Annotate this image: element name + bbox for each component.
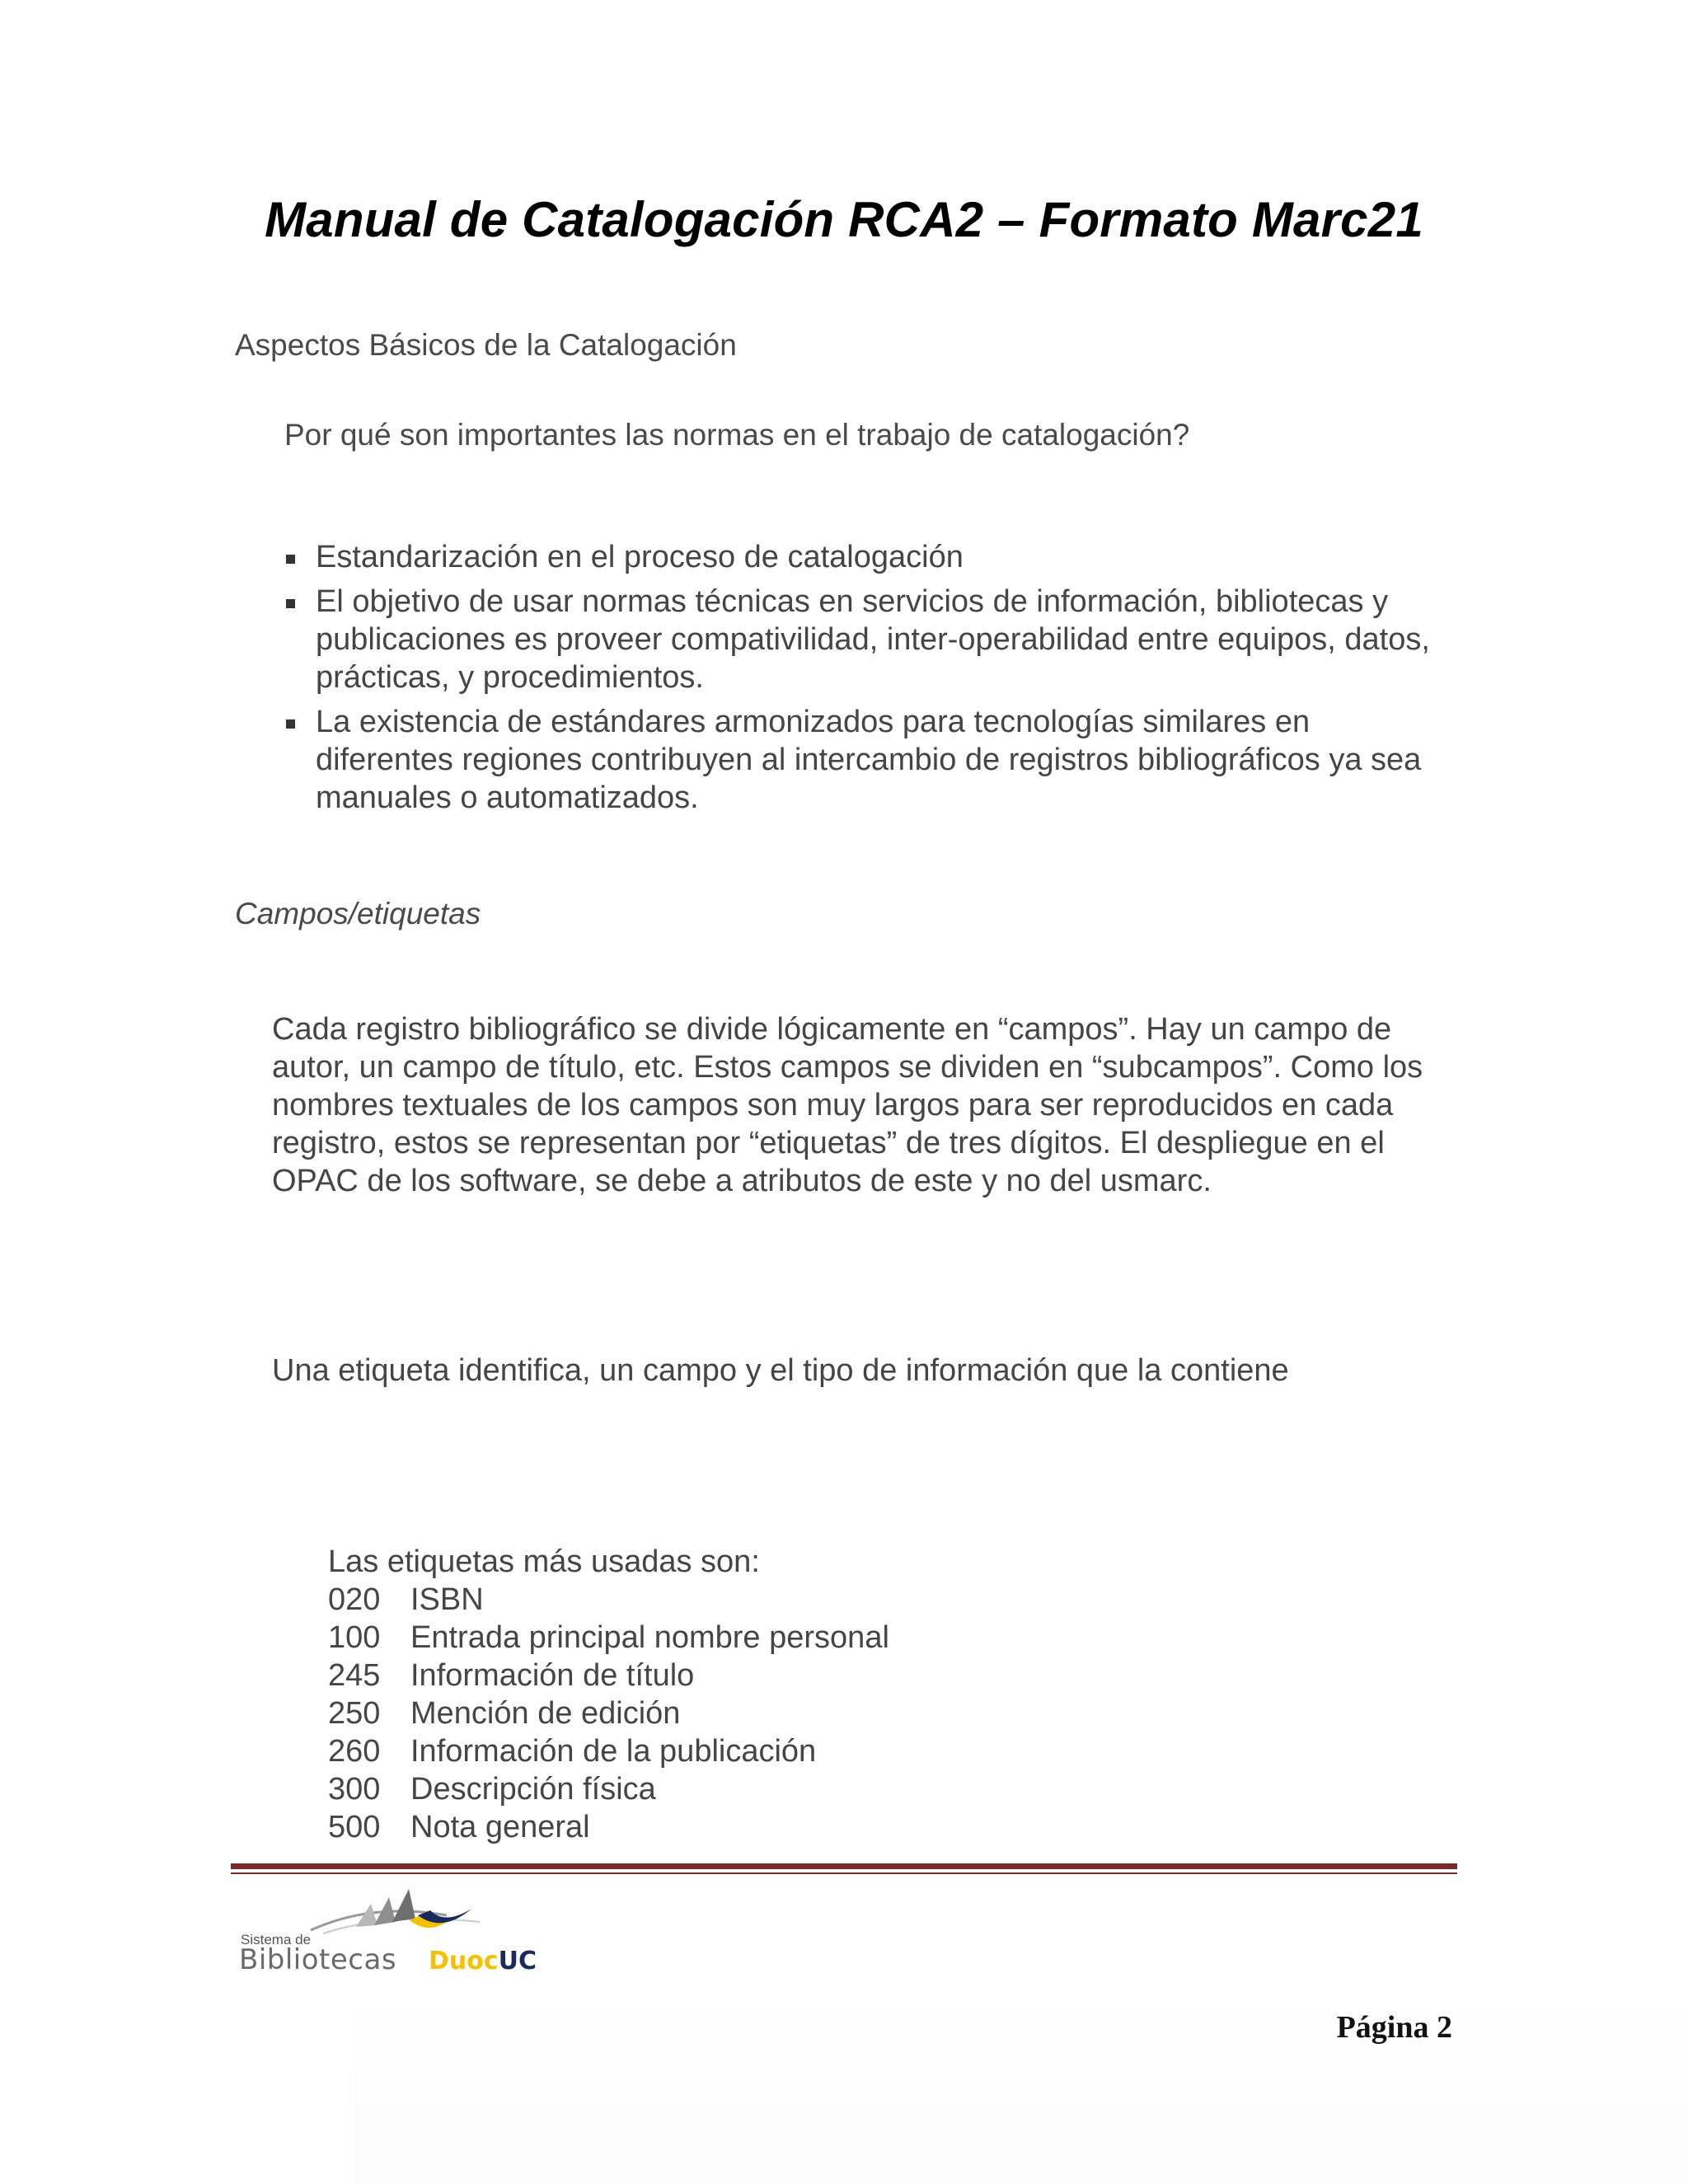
section-heading: Aspectos Básicos de la Catalogación xyxy=(235,328,737,362)
square-bullet-icon xyxy=(286,719,295,729)
tag-code: 020 xyxy=(328,1582,381,1617)
bullet-text: Estandarización en el proceso de catalogación xyxy=(316,540,964,574)
tag-code: 260 xyxy=(328,1734,381,1769)
logo-big-text: Bibliotecas xyxy=(239,1943,397,1976)
tag-label: Información de la publicación xyxy=(410,1734,817,1769)
tag-code: 245 xyxy=(328,1658,381,1693)
tag-code: 300 xyxy=(328,1772,381,1807)
footer-rule xyxy=(231,1863,1457,1869)
tag-row xyxy=(328,1619,889,1657)
campos-heading: Campos/etiquetas xyxy=(235,897,481,930)
logo-brand-uc: UC xyxy=(498,1947,537,1975)
footer-rule-thin xyxy=(231,1872,1457,1874)
square-bullet-icon xyxy=(286,555,295,564)
tag-code: 500 xyxy=(328,1810,381,1844)
tag-label: Descripción física xyxy=(410,1772,656,1807)
logo-small-text: Sistema de xyxy=(241,1932,312,1947)
bullet-text: El objetivo de usar normas técnicas en servicios de información, bibliotecas y publicaciones es proveer compativilidad, inter-operabilidad entre equipos, datos, prácticas, y procedimientos. xyxy=(316,584,1430,695)
page-number: Página 2 xyxy=(1336,2010,1452,2045)
tag-label: ISBN xyxy=(410,1582,484,1617)
square-bullet-icon xyxy=(286,599,295,608)
tag-code: 100 xyxy=(328,1620,381,1655)
bullet-list xyxy=(284,538,1455,823)
tag-sentence: Una etiqueta identifica, un campo y el tipo de información que la contiene xyxy=(272,1353,1289,1388)
tags-intro: Las etiquetas más usadas son: xyxy=(328,1544,760,1579)
tag-row xyxy=(328,1732,889,1770)
bullet-item xyxy=(284,583,1455,696)
document-title: Manual de Catalogación RCA2 – Formato Marc21 xyxy=(265,192,1423,247)
question-text: Por qué son importantes las normas en el trabajo de catalogación? xyxy=(284,418,1190,452)
tag-code: 250 xyxy=(328,1696,381,1731)
library-logo xyxy=(232,1879,579,1982)
bullet-text: La existencia de estándares armonizados para tecnologías similares en diferentes regiones contribuyen al intercambio de registros bibliográficos ya sea manuales o automatizados. xyxy=(316,705,1422,815)
tag-label: Mención de edición xyxy=(410,1696,681,1731)
bullet-item xyxy=(284,538,1455,576)
logo-brand-duoc: Duoc xyxy=(429,1947,499,1975)
tag-label: Información de título xyxy=(410,1658,695,1693)
logo-brand xyxy=(429,1947,537,1975)
body-paragraph: Cada registro bibliográfico se divide lógicamente en “campos”. Hay un campo de autor, un campo de título, etc. Estos campos se dividen en “subcampos”. Como los nombres textuales de los campos son muy largos para ser reproducidos en cada registro, estos se representan por “etiquetas” de tres dígitos. El despliegue en el OPAC de los software, se debe a atributos de este y no del usmarc. xyxy=(272,1012,1423,1198)
tag-row xyxy=(328,1694,889,1732)
tag-row xyxy=(328,1808,889,1846)
tag-row xyxy=(328,1581,889,1619)
page-shade xyxy=(354,1994,1688,2184)
tag-label: Nota general xyxy=(410,1810,590,1844)
tag-row xyxy=(328,1657,889,1694)
tag-row xyxy=(328,1770,889,1808)
tags-list xyxy=(328,1543,889,1846)
tag-label: Entrada principal nombre personal xyxy=(410,1620,889,1655)
bullet-item xyxy=(284,703,1455,817)
